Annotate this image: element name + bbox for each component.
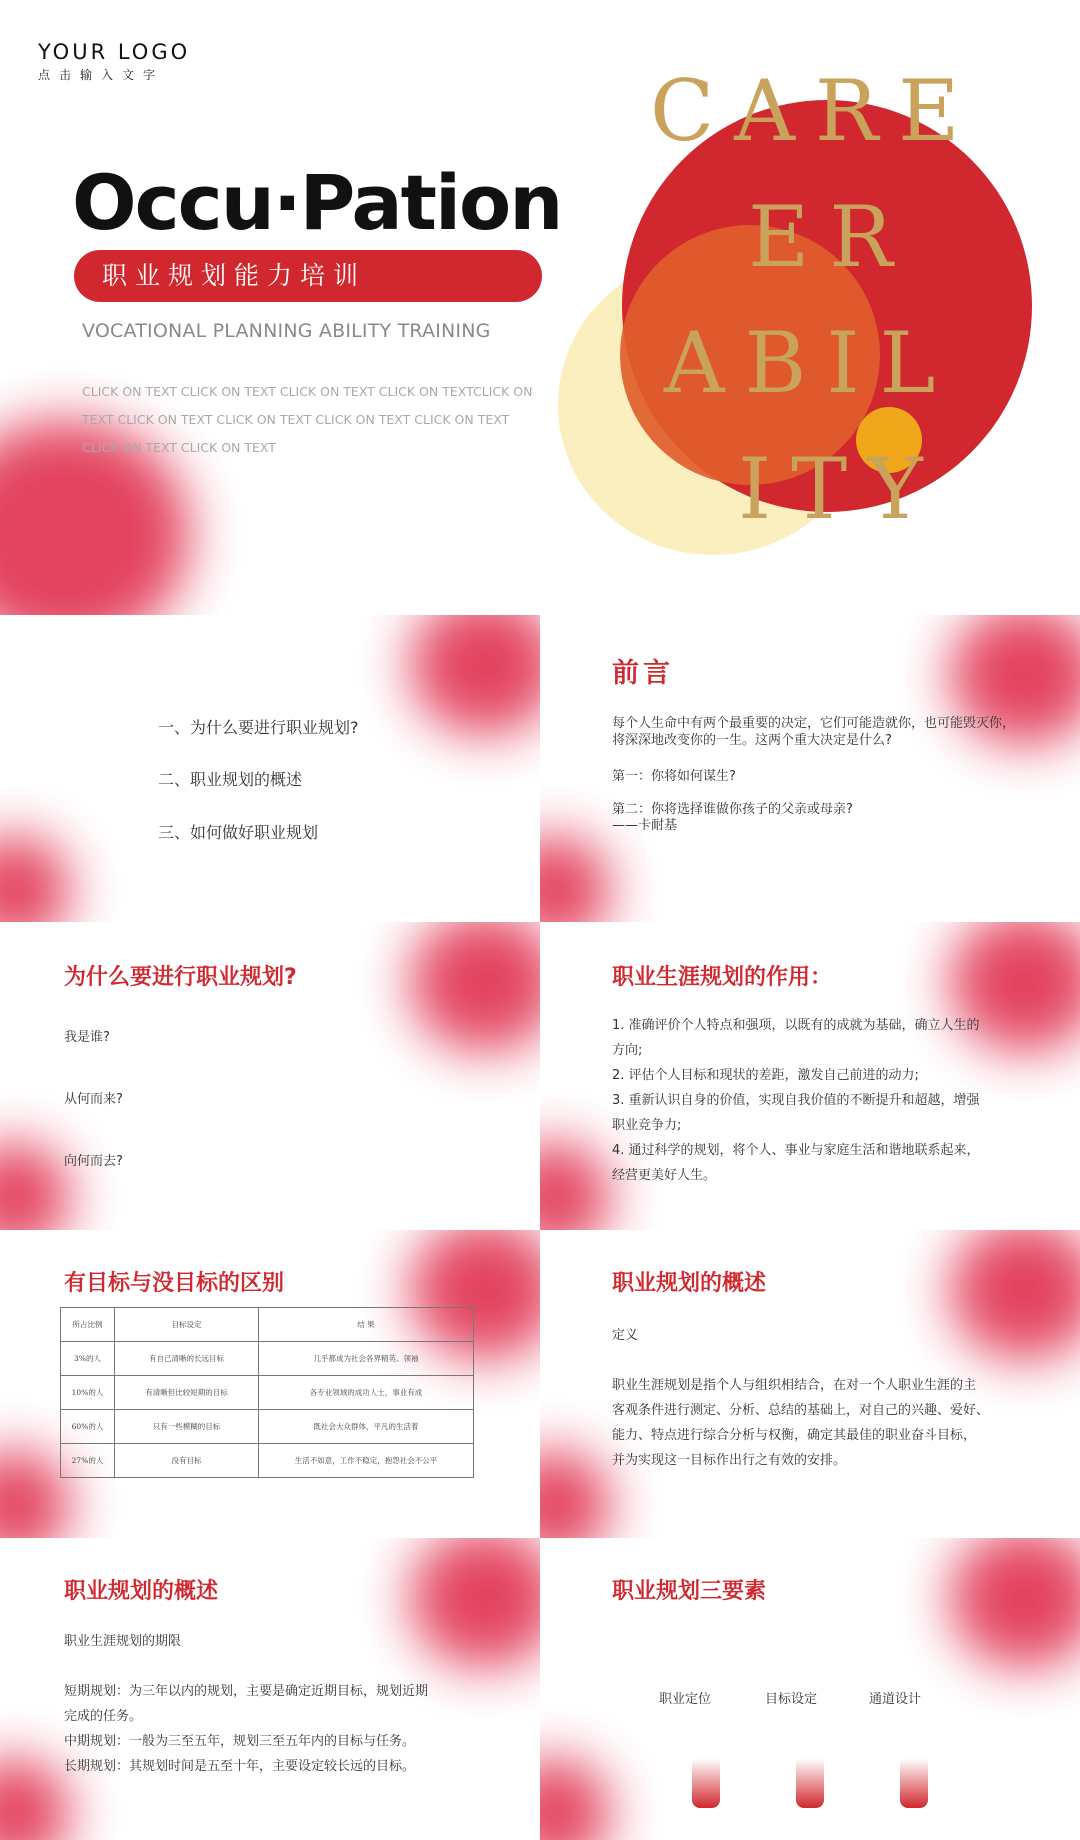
slide-title: 职业规划的概述 (612, 1271, 767, 1296)
table-cell: 10%的人 (61, 1376, 115, 1410)
decor-blob (540, 835, 610, 922)
role-slide (540, 922, 1080, 1230)
table-cell: 有自己清晰的长远目标 (115, 1342, 259, 1376)
preface-slide (540, 615, 1080, 922)
role-line: 方向; (612, 1043, 643, 1058)
cover-placeholder-text: CLICK ON TEXT CLICK ON TEXT CLICK ON TEXT CLICK ON TEXTCLICK ON TEXT CLICK ON TEXT CLICK ON TEXT CLICK ON TEXT CLICK ON TEXT CLICK ON TEXT CLICK ON TEXT (82, 384, 533, 455)
table-cell: 只有一些模糊的目标 (115, 1410, 259, 1444)
element-bar (692, 1746, 720, 1808)
overview-line: 职业生涯规划是指个人与组织相结合，在对一个人职业生涯的主 (612, 1378, 977, 1393)
overview-line: 完成的任务。 (64, 1709, 143, 1724)
decor-blob (0, 835, 70, 922)
table-row (61, 1410, 474, 1444)
table-cell: 生活不如意，工作不稳定，抱怨社会不公平 (259, 1444, 474, 1478)
logo-text: YOUR LOGO (38, 40, 191, 64)
gold-word-care: CARE (650, 62, 980, 160)
role-line: 职业竞争力; (612, 1118, 682, 1133)
table-cell: 27%的人 (61, 1444, 115, 1478)
role-line: 经营更美好人生。 (612, 1168, 717, 1183)
preface-question-1: 第一：你将如何谋生? (612, 769, 736, 784)
why-slide (0, 922, 540, 1230)
overview-line: 长期规划：其规划时间是五至十年，主要设定较长远的目标。 (64, 1759, 416, 1774)
overview-line: 客观条件进行测定、分析、总结的基础上，对自己的兴趣、爱好、 (612, 1403, 990, 1418)
goals-slide (0, 1230, 540, 1538)
three-elements-slide (540, 1538, 1080, 1840)
role-line: 1. 准确评价个人特点和强项，以既有的成就为基础，确立人生的 (612, 1018, 980, 1033)
table-cell: 几乎都成为社会各界精英、领袖 (259, 1342, 474, 1376)
decor-blob (540, 1758, 610, 1840)
overview-label: 定义 (612, 1328, 639, 1343)
table-row (61, 1376, 474, 1410)
decor-blob (410, 615, 540, 735)
decor-blob (0, 1758, 70, 1840)
why-question: 向何而去? (64, 1154, 123, 1169)
gold-word-abil: ABIL (664, 314, 956, 412)
toc-slide (0, 615, 540, 922)
toc-item: 一、为什么要进行职业规划? (158, 718, 359, 737)
overview-definition-slide (540, 1230, 1080, 1538)
table-header: 所占比例 (61, 1308, 115, 1342)
table-header: 目标设定 (115, 1308, 259, 1342)
decor-blob (410, 922, 540, 1052)
gold-word-er: ER (748, 188, 913, 286)
overview-line: 短期规划：为三年以内的规划，主要是确定近期目标，规划近期 (64, 1684, 429, 1699)
logo-subtext: 点击输入文字 (38, 68, 165, 82)
table-header: 结 果 (259, 1308, 474, 1342)
role-line: 2. 评估个人目标和现状的差距，激发自己前进的动力; (612, 1068, 919, 1083)
element-bar (796, 1746, 824, 1808)
slide-title: 前言 (612, 658, 674, 689)
element-label: 通道设计 (868, 1692, 921, 1707)
table-header-row (61, 1308, 474, 1342)
decor-blob (0, 1142, 70, 1230)
why-question: 我是谁? (64, 1030, 110, 1045)
toc-item: 三、如何做好职业规划 (158, 823, 319, 842)
cover-english-subtitle: VOCATIONAL PLANNING ABILITY TRAINING (82, 320, 491, 342)
overview-period-slide (0, 1538, 540, 1840)
table-row (61, 1342, 474, 1376)
slide-title: 为什么要进行职业规划? (64, 965, 297, 990)
table-cell: 有清晰但比较短期的目标 (115, 1376, 259, 1410)
goals-table (60, 1307, 474, 1478)
table-cell: 3%的人 (61, 1342, 115, 1376)
role-line: 3. 重新认识自身的价值，实现自我价值的不断提升和超越，增强 (612, 1093, 980, 1108)
decor-blob (950, 1538, 1080, 1668)
decor-blob (950, 1230, 1080, 1360)
table-cell: 既社会大众群体，平凡的生活着 (259, 1410, 474, 1444)
overview-line: 能力、特点进行综合分析与权衡，确定其最佳的职业奋斗目标， (612, 1428, 977, 1443)
element-label: 目标设定 (764, 1692, 817, 1707)
overview-label: 职业生涯规划的期限 (64, 1634, 182, 1649)
preface-paragraph: 每个人生命中有两个最重要的决定，它们可能造就你，也可能毁灭你，将深深地改变你的一生。这两个重大决定是什么? (612, 716, 1016, 748)
role-line: 4. 通过科学的规划，将个人、事业与家庭生活和谐地联系起来， (612, 1143, 980, 1158)
cover-slide (0, 0, 1080, 615)
element-bar (900, 1746, 928, 1808)
preface-author: ——卡耐基 (612, 818, 678, 833)
table-row (61, 1444, 474, 1478)
toc-item: 二、职业规划的概述 (158, 770, 303, 789)
table-cell: 60%的人 (61, 1410, 115, 1444)
slide-title: 职业生涯规划的作用： (612, 965, 833, 990)
cover-subtitle-pill: 职业规划能力培训 (74, 250, 542, 302)
table-cell: 各专业领域的成功人士，事业有成 (259, 1376, 474, 1410)
decor-blob (540, 1450, 610, 1538)
why-question: 从何而来? (64, 1092, 123, 1107)
decor-blob (540, 1142, 610, 1230)
cover-title: Occu·Pation (72, 158, 562, 247)
slide-title: 职业规划三要素 (612, 1579, 767, 1604)
slide-title: 职业规划的概述 (64, 1579, 219, 1604)
gold-word-ity: ITY (738, 440, 943, 538)
preface-question-2: 第二：你将选择谁做你孩子的父亲或母亲? (612, 802, 853, 817)
decor-blob (410, 1538, 540, 1668)
element-label: 职业定位 (658, 1692, 711, 1707)
slide-title: 有目标与没目标的区别 (64, 1271, 285, 1296)
overview-line: 中期规划：一般为三至五年，规划三至五年内的目标与任务。 (64, 1734, 416, 1749)
overview-line: 并为实现这一目标作出行之有效的安排。 (612, 1453, 847, 1468)
table-cell: 没有目标 (115, 1444, 259, 1478)
